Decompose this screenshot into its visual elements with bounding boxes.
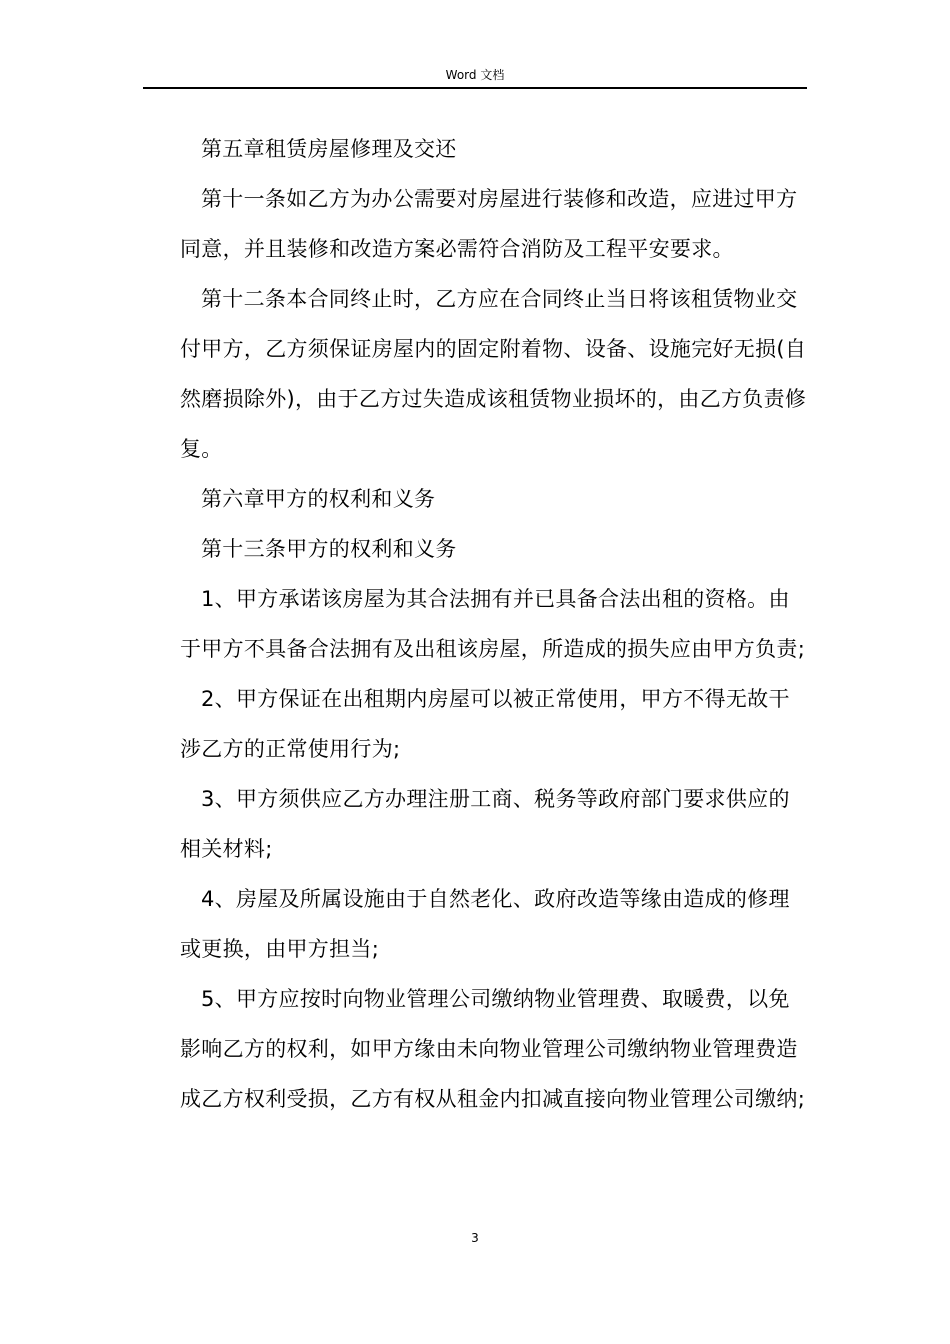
page-header: Word 文档 <box>445 68 505 82</box>
clause-1: 1、甲方承诺该房屋为其合法拥有并已具备合法出租的资格。由于甲方不具备合法拥有及出租该房屋，所造成的损失应由甲方负责; <box>180 587 806 661</box>
document-body <box>180 124 808 1124</box>
clause-5: 5、甲方应按时向物业管理公司缴纳物业管理费、取暖费，以免影响乙方的权利，如甲方缘由未向物业管理公司缴纳物业管理费造成乙方权利受损，乙方有权从租金内扣减直接向物业管理公司缴纳; <box>180 987 806 1111</box>
clause-3: 3、甲方须供应乙方办理注册工商、税务等政府部门要求供应的相关材料; <box>180 787 790 861</box>
chapter-heading-6: 第六章甲方的权利和义务 <box>201 487 436 511</box>
clause-4: 4、房屋及所属设施由于自然老化、政府改造等缘由造成的修理或更换，由甲方担当; <box>180 887 790 961</box>
clause-2: 2、甲方保证在出租期内房屋可以被正常使用，甲方不得无故干涉乙方的正常使用行为; <box>180 687 790 761</box>
article-11: 第十一条如乙方为办公需要对房屋进行装修和改造，应进过甲方同意，并且装修和改造方案必需符合消防及工程平安要求。 <box>180 187 798 261</box>
article-12: 第十二条本合同终止时，乙方应在合同终止当日将该租赁物业交付甲方，乙方须保证房屋内的固定附着物、设备、设施完好无损(自然磨损除外)，由于乙方过失造成该租赁物业损坏的，由乙方负责修复。 <box>180 287 807 461</box>
page-number: 3 <box>471 1231 479 1245</box>
chapter-heading-5: 第五章租赁房屋修理及交还 <box>201 137 457 161</box>
header-divider <box>143 87 807 89</box>
article-13: 第十三条甲方的权利和义务 <box>201 537 457 561</box>
